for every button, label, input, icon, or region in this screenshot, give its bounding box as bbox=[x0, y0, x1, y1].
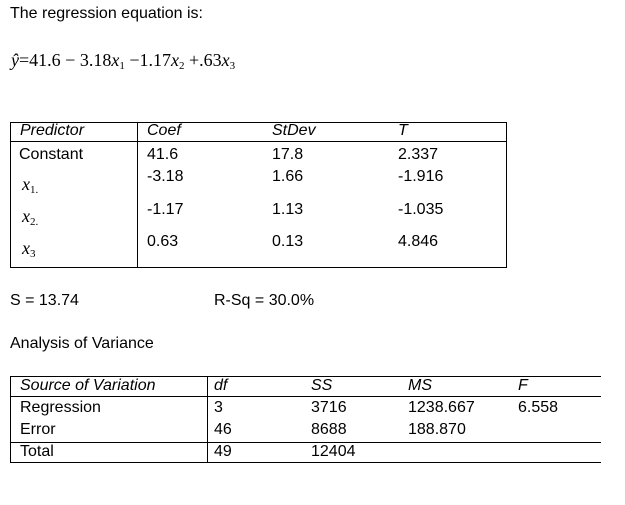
eq-sign: = bbox=[19, 50, 30, 70]
var-x: x bbox=[22, 206, 30, 226]
coef-cell: -3.18 bbox=[147, 168, 184, 185]
sub-3: 3 bbox=[229, 60, 236, 72]
var-x2: x bbox=[170, 50, 179, 70]
source-cell: Total bbox=[20, 443, 54, 460]
table-header-divider bbox=[10, 141, 507, 142]
ss-cell: 8688 bbox=[311, 421, 347, 438]
f-cell: 6.558 bbox=[518, 399, 559, 416]
header-stdev: StDev bbox=[272, 122, 316, 139]
var-x: x bbox=[22, 238, 30, 258]
coef-cell: 41.6 bbox=[147, 146, 179, 163]
anova-left-border bbox=[10, 376, 11, 463]
t-cell: 2.337 bbox=[398, 146, 439, 163]
anova-title: Analysis of Variance bbox=[10, 335, 154, 352]
stdev-cell: 17.8 bbox=[272, 146, 304, 163]
t-cell: -1.916 bbox=[398, 168, 444, 185]
ss-cell: 12404 bbox=[311, 443, 356, 460]
coef-3: .63 bbox=[199, 50, 222, 70]
header-source: Source of Variation bbox=[20, 377, 156, 394]
var-subscript: 2. bbox=[30, 216, 39, 228]
anova-total-rule bbox=[10, 442, 601, 443]
predictor-x2 bbox=[22, 206, 38, 228]
regression-intro: The regression equation is: bbox=[10, 5, 203, 22]
header-predictor: Predictor bbox=[20, 122, 85, 139]
var-x1: x bbox=[111, 50, 120, 70]
var-x3: x bbox=[221, 50, 230, 70]
df-cell: 46 bbox=[214, 421, 232, 438]
stat-s: S = 13.74 bbox=[10, 292, 79, 309]
sub-2: 2 bbox=[178, 60, 185, 72]
var-subscript: 3 bbox=[30, 248, 36, 260]
ss-cell: 3716 bbox=[311, 399, 347, 416]
header-coef: Coef bbox=[147, 122, 181, 139]
coef-cell: 0.63 bbox=[147, 233, 179, 250]
predictor-constant: Constant bbox=[19, 146, 84, 163]
header-f: F bbox=[518, 377, 528, 394]
coef-1: 3.18 bbox=[79, 50, 112, 70]
intercept: 41.6 bbox=[29, 50, 61, 70]
y-hat: ŷ bbox=[11, 50, 19, 70]
header-ss: SS bbox=[311, 377, 333, 394]
minus-sign: − bbox=[65, 50, 76, 70]
regression-equation bbox=[11, 50, 235, 72]
anova-header-rule bbox=[10, 396, 601, 397]
table-column-divider bbox=[137, 122, 138, 268]
header-df: df bbox=[214, 377, 228, 394]
source-cell: Error bbox=[20, 421, 56, 438]
var-subscript: 1. bbox=[30, 184, 39, 196]
coef-cell: -1.17 bbox=[147, 201, 184, 218]
stdev-cell: 1.66 bbox=[272, 168, 304, 185]
stdev-cell: 0.13 bbox=[272, 233, 304, 250]
minus-sign: − bbox=[129, 50, 140, 70]
sub-1: 1 bbox=[119, 60, 125, 72]
anova-column-divider bbox=[207, 376, 208, 463]
predictor-x3 bbox=[22, 238, 36, 260]
coef-2: 1.17 bbox=[139, 50, 171, 70]
var-x: x bbox=[22, 174, 30, 194]
t-cell: 4.846 bbox=[398, 233, 439, 250]
ms-cell: 1238.667 bbox=[408, 399, 475, 416]
header-ms: MS bbox=[408, 377, 432, 394]
df-cell: 49 bbox=[214, 443, 232, 460]
source-cell: Regression bbox=[20, 399, 101, 416]
stdev-cell: 1.13 bbox=[272, 201, 304, 218]
df-cell: 3 bbox=[214, 399, 223, 416]
stat-rsq: R-Sq = 30.0% bbox=[214, 292, 315, 309]
header-t: T bbox=[398, 122, 408, 139]
t-cell: -1.035 bbox=[398, 201, 444, 218]
plus-sign: + bbox=[188, 50, 200, 70]
anova-bottom-rule bbox=[10, 462, 601, 463]
predictor-x1 bbox=[22, 174, 38, 196]
ms-cell: 188.870 bbox=[408, 421, 466, 438]
